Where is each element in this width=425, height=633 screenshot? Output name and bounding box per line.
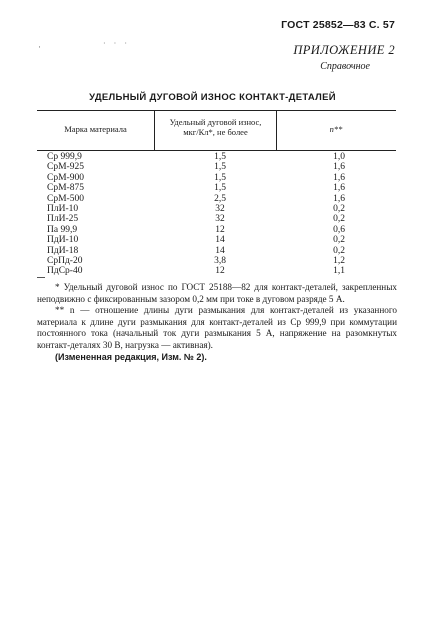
cell-material: Па 99,9: [47, 224, 78, 235]
stray-mark-middle: · · ·: [103, 39, 130, 48]
column-material: [47, 152, 84, 277]
appendix-subtitle: Справочное: [320, 61, 370, 72]
cell-n: 0,2: [333, 204, 345, 215]
cell-n: 0,2: [333, 235, 345, 246]
header-wear: Удельный дуговой износ, мкг/Кл*, не более: [169, 117, 262, 137]
cell-n: 1,6: [333, 183, 345, 194]
table-header-rule: [37, 150, 396, 151]
cell-material: СрМ-500: [47, 193, 84, 204]
cell-material: СрМ-875: [47, 183, 84, 194]
footnote-2: ** n — отношение длины дуги размыкания для контакт-деталей из указанного материала к длине дуги размыкания для контакт-деталей из Ср 999,9 при коммутации постоянного тока (начальный ток дуги размыкания 5 А, напряжение на разомкнутых контакт-деталях 30 В, нагрузка — активная).: [37, 305, 397, 350]
cell-wear: 12: [215, 266, 225, 277]
cell-wear: 1,5: [214, 183, 226, 194]
table-divider-1: [154, 110, 155, 150]
cell-material: ПлИ-25: [47, 214, 79, 225]
cell-wear: 3,8: [214, 256, 226, 267]
table-end-tick: [37, 277, 45, 278]
cell-wear: 1,5: [214, 152, 226, 162]
appendix-title: ПРИЛОЖЕНИЕ 2: [293, 43, 395, 57]
header-n: n**: [329, 124, 343, 134]
cell-material: ПдИ-18: [47, 245, 79, 256]
stray-mark-left: ·: [38, 42, 43, 52]
cell-n: 1,6: [333, 172, 345, 183]
column-n: [327, 152, 351, 277]
column-wear: [205, 152, 235, 277]
cell-n: 0,6: [333, 224, 345, 235]
cell-n: 0,2: [333, 214, 345, 225]
cell-wear: 32: [215, 204, 225, 215]
notes-block: [37, 282, 397, 363]
table-top-rule: [37, 110, 396, 111]
cell-n: 1,0: [333, 152, 345, 162]
cell-material: СрМ-900: [47, 172, 84, 183]
cell-material: ПлИ-10: [47, 204, 79, 215]
cell-wear: 2,5: [214, 193, 226, 204]
cell-wear: 32: [215, 214, 225, 225]
cell-wear: 12: [215, 224, 225, 235]
footnote-1: * Удельный дуговой износ по ГОСТ 25188—82 для контакт-деталей, закрепленных неподвижно с фиксированным зазором 0,2 мм при токе в дуговом разряде 5 А.: [37, 282, 397, 304]
cell-n: 0,2: [333, 245, 345, 256]
cell-n: 1,2: [333, 256, 345, 267]
cell-wear: 14: [215, 235, 225, 246]
cell-material: ПдИ-10: [47, 235, 79, 246]
cell-material: СрМ-925: [47, 162, 84, 173]
cell-n: 1,6: [333, 162, 345, 173]
cell-material: Ср 999,9: [47, 152, 82, 162]
table-title: УДЕЛЬНЫЙ ДУГОВОЙ ИЗНОС КОНТАКТ-ДЕТАЛЕЙ: [89, 92, 336, 103]
cell-wear: 14: [215, 245, 225, 256]
page-header: ГОСТ 25852—83 С. 57: [281, 19, 395, 31]
cell-material: СрПд-20: [47, 256, 83, 267]
cell-n: 1,1: [333, 266, 345, 277]
revision-note: (Измененная редакция, Изм. № 2).: [55, 351, 207, 362]
cell-n: 1,6: [333, 193, 345, 204]
cell-wear: 1,5: [214, 172, 226, 183]
cell-wear: 1,5: [214, 162, 226, 173]
header-material: Марка материала: [64, 124, 127, 134]
cell-material: ПдСр-40: [47, 266, 83, 277]
